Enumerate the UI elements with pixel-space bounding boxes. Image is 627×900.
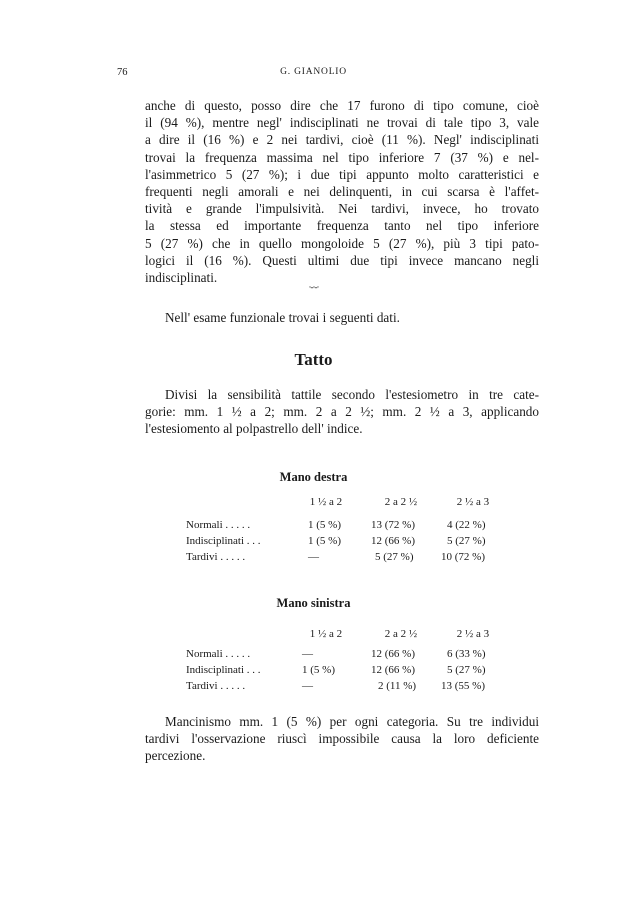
- text-line: la stessa ed importante frequenza tanto nel tipo inferiore: [145, 218, 539, 234]
- row-label-normali: Normali . . . . .: [186, 648, 251, 660]
- text-line: gorie: mm. 1 ½ a 2; mm. 2 a 2 ½; mm. 2 ½ a 3, applicando: [145, 404, 539, 420]
- paragraph-continuation: [145, 97, 539, 286]
- column-header: 1 ½ a 2: [309, 628, 343, 640]
- table-cell: 1 (5 %): [308, 519, 341, 531]
- table-title-mano-sinistra: Mano sinistra: [276, 596, 351, 610]
- table-cell: 12 (66 %): [371, 664, 415, 676]
- table-title-mano-destra: Mano destra: [279, 470, 348, 484]
- table-cell: 13 (72 %): [371, 519, 415, 531]
- ornament-divider: ·-·-·: [308, 282, 319, 292]
- text-line: frequenti negli amorali e nei delinquenti, in cui scarsa è l'affet-: [145, 184, 539, 200]
- row-label-tardivi: Tardivi . . . . .: [186, 551, 246, 563]
- text-line: Mancinismo mm. 1 (5 %) per ogni categoria. Su tre individui: [165, 714, 539, 729]
- table-cell: 4 (22 %): [447, 519, 486, 531]
- row-label-tardivi: Tardivi . . . . .: [186, 680, 246, 692]
- page-number: 76: [117, 67, 128, 78]
- table-cell: 1 (5 %): [302, 664, 335, 676]
- paragraph-mancinismo: [145, 713, 539, 765]
- table-cell: 5 (27 %): [447, 535, 486, 547]
- table-cell: 13 (55 %): [441, 680, 485, 692]
- text-line: logici il (16 %). Questi ultimi due tipi invece mancano negli: [145, 252, 539, 268]
- column-header: 2 a 2 ½: [384, 628, 418, 640]
- table-cell: 6 (33 %): [447, 648, 486, 660]
- table-cell: —: [302, 648, 313, 660]
- text-line: trovai la frequenza massima nel tipo inferiore 7 (37 %) e nel-: [145, 149, 539, 165]
- text-line: l'estesiomento al polpastrello dell' indice.: [145, 421, 363, 437]
- text-line: tardivi l'osservazione riuscì impossibile causa la loro deficiente: [145, 731, 539, 747]
- table-cell: 5 (27 %): [375, 551, 414, 563]
- table-cell: —: [308, 551, 319, 563]
- text-line: il (94 %), mentre negl' indisciplinati ne trovai di tale tipo 3, vale: [145, 115, 539, 131]
- intro-line: Nell' esame funzionale trovai i seguenti dati.: [165, 310, 400, 325]
- row-label-indisciplinati: Indisciplinati . . .: [186, 535, 261, 547]
- row-label-indisciplinati: Indisciplinati . . .: [186, 664, 261, 676]
- table-cell: 5 (27 %): [447, 664, 486, 676]
- table-cell: 10 (72 %): [441, 551, 485, 563]
- column-header: 2 ½ a 3: [456, 628, 490, 640]
- column-header: 2 a 2 ½: [384, 496, 418, 508]
- table-cell: 2 (11 %): [378, 680, 417, 692]
- column-header: 1 ½ a 2: [309, 496, 343, 508]
- text-line: anche di questo, posso dire che 17 furono di tipo comune, cioè: [145, 98, 539, 113]
- text-line: tività e grande l'impulsività. Nei tardivi, invece, ho trovato: [145, 201, 539, 217]
- running-head-author: G. GIANOLIO: [280, 67, 347, 77]
- text-line: percezione.: [145, 748, 206, 764]
- text-line: 5 (27 %) che in quello mongoloide 5 (27 %), più 3 tipi pato-: [145, 235, 539, 251]
- running-head: [0, 67, 627, 83]
- table-cell: —: [302, 680, 313, 692]
- column-header: 2 ½ a 3: [456, 496, 490, 508]
- table-cell: 12 (66 %): [371, 535, 415, 547]
- text-line: Divisi la sensibilità tattile secondo l'estesiometro in tre cate-: [165, 387, 539, 402]
- section-heading: Tatto: [294, 350, 333, 369]
- text-line: l'asimmetrico 5 (27 %); i due tipi appunto molto caratteristici e: [145, 166, 539, 182]
- row-label-normali: Normali . . . . .: [186, 519, 251, 531]
- text-line: indisciplinati.: [145, 270, 218, 286]
- table-cell: 1 (5 %): [308, 535, 341, 547]
- paragraph-tatto: [145, 386, 539, 438]
- text-line: a dire il (16 %) e 2 nei tardivi, cioè (11 %). Negl' indisciplinati: [145, 132, 539, 148]
- table-cell: 12 (66 %): [371, 648, 415, 660]
